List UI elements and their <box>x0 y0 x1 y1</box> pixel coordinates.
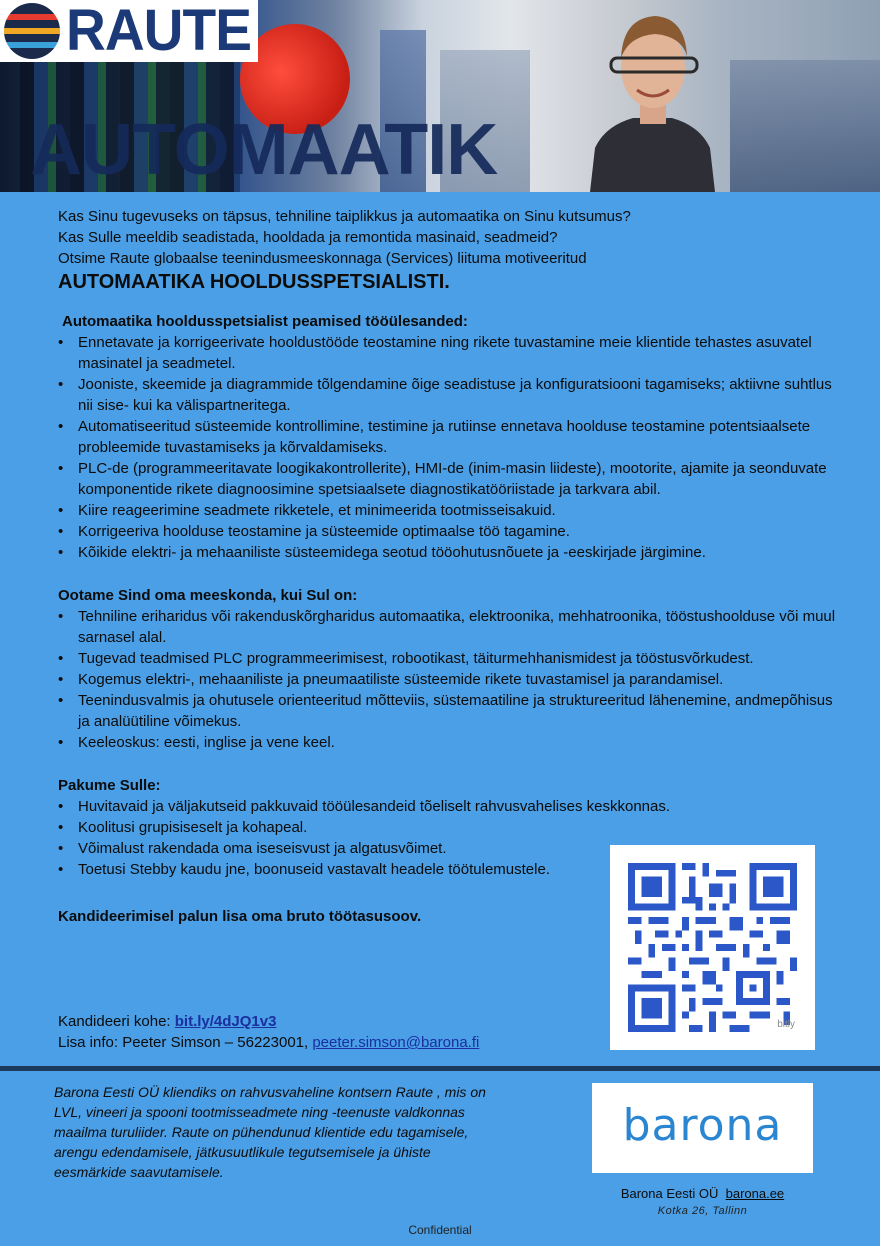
intro-line-2: Kas Sulle meeldib seadistada, hooldada ja remontida masinaid, seadmeid? <box>58 229 558 246</box>
requirements-list <box>58 606 838 753</box>
hero-banner <box>0 0 880 192</box>
page-title: AUTOMAATIK <box>30 110 498 190</box>
salary-request-note: Kandideerimisel palun lisa oma bruto töötasusoov. <box>58 908 422 925</box>
contact-label: Lisa info: Peeter Simson – 56223001, <box>58 1034 313 1051</box>
intro-line-1: Kas Sinu tugevuseks on täpsus, tehniline taiplikkus ja automaatika on Sinu kutsumus? <box>58 208 631 225</box>
list-item: • Ennetavate ja korrigeerivate hooldustööde teostamine ning rikete tuvastamine meie klientide tehastes asuvatel masinatel ja seadmetel. <box>58 332 838 374</box>
bitly-brand-label: bitly <box>777 1019 795 1030</box>
list-item: • Kogemus elektri-, mehaaniliste ja pneumaatiliste süsteemide rikete tuvastamisel ja parandamisel. <box>58 669 838 690</box>
qr-code-pattern <box>628 863 797 1032</box>
raute-logo-mark-icon <box>4 3 60 59</box>
hero-person-photo <box>585 8 720 192</box>
requirements-title: Ootame Sind oma meeskonda, kui Sul on: <box>58 587 358 604</box>
barona-company-name: Barona Eesti OÜ <box>620 1186 719 1201</box>
barona-website-link[interactable]: barona.ee <box>725 1186 785 1201</box>
apply-info <box>58 1011 479 1053</box>
hero-machine-right <box>730 60 880 192</box>
apply-line <box>58 1011 479 1032</box>
barona-logo <box>592 1083 813 1173</box>
list-item: • Huvitavaid ja väljakutseid pakkuvaid tööülesandeid tõeliselt rahvusvahelises keskkonnas. <box>58 796 838 817</box>
list-item: • Kiire reageerimine seadmete rikketele, et minimeerida tootmisseisakuid. <box>58 500 838 521</box>
barona-address: Kotka 26, Tallinn <box>657 1205 748 1217</box>
apply-link[interactable]: bit.ly/4dJQ1v3 <box>174 1013 277 1030</box>
list-item: • Jooniste, skeemide ja diagrammide tõlgendamine õige seadistuse ja konfiguratsiooni tagamiseks; aktiivne suhtlus nii sise- kui ka välispartneritega. <box>58 374 838 416</box>
tasks-section <box>58 311 838 563</box>
confidential-label: Confidential <box>408 1223 472 1237</box>
requirements-section <box>58 585 838 753</box>
company-about-text: Barona Eesti OÜ kliendiks on rahvusvaheline kontsern Raute , mis on LVL, vineeri ja spooni tootmisseadmete ning -teenuste valdkonnas maailma turuliider. Raute on pühendunud klientide edu tagamisele, arengu edendamisele, jätkusuutlikule tegutsemisele ja ühiste eesmärkide saavutamisele. <box>54 1084 486 1180</box>
barona-company-line <box>592 1186 813 1202</box>
list-item: • Keeleoskus: eesti, inglise ja vene keel. <box>58 732 838 753</box>
list-item: • Koolitusi grupisiseselt ja kohapeal. <box>58 817 838 838</box>
offer-title: Pakume Sulle: <box>58 777 161 794</box>
barona-logo-text: barona <box>622 1100 783 1151</box>
raute-logo-text: RAUTE <box>66 0 252 63</box>
section-divider <box>0 1066 880 1071</box>
position-headline: AUTOMAATIKA HOOLDUSSPETSIALISTI. <box>58 271 450 293</box>
raute-logo <box>0 0 258 62</box>
list-item: • Toetusi Stebby kaudu jne, boonuseid vastavalt headele töötulemustele. <box>58 859 838 880</box>
list-item: • Korrigeeriva hoolduse teostamine ja süsteemide optimaalse töö tagamine. <box>58 521 838 542</box>
apply-label: Kandideeri kohe: <box>58 1013 175 1030</box>
qr-code[interactable] <box>610 845 815 1050</box>
contact-line <box>58 1032 479 1053</box>
tasks-title: Automaatika hooldusspetsialist peamised tööülesanded: <box>62 313 468 330</box>
intro-line-3: Otsime Raute globaalse teenindusmeeskonnaga (Services) liituma motiveeritud <box>58 250 587 267</box>
contact-email-link[interactable]: peeter.simson@barona.fi <box>312 1034 480 1051</box>
list-item: • Teenindusvalmis ja ohutusele orienteeritud mõtteviis, süstemaatiline ja struktureeritud lähenemine, andmepõhisus ja analüütiline võimekus. <box>58 690 838 732</box>
list-item: • Kõikide elektri- ja mehaaniliste süsteemidega seotud tööohutusnõuete ja -eeskirjade järgimine. <box>58 542 838 563</box>
list-item: • PLC-de (programmeeritavate loogikakontrollerite), HMI-de (inim-masin liideste), mootorite, ajamite ja seonduvate komponentide rikete diagnoosimine spetsiaalsete diagnostikatööriistade ja tarkvara abil. <box>58 458 838 500</box>
list-item: • Tehniline eriharidus või rakenduskõrgharidus automaatika, elektroonika, mehhatroonika, tööstushoolduse või muul sarnasel alal. <box>58 606 838 648</box>
intro-section <box>58 206 838 295</box>
job-description <box>58 206 838 942</box>
list-item: • Automatiseeritud süsteemide kontrollimine, testimine ja rutiinse ennetava hoolduse teostamine potentsiaalsete probleemide tuvastamiseks ja kõrvaldamiseks. <box>58 416 838 458</box>
list-item: • Võimalust rakendada oma iseseisvust ja algatusvõimet. <box>58 838 838 859</box>
tasks-list <box>58 332 838 563</box>
list-item: • Tugevad teadmised PLC programmeerimisest, robootikast, täiturmehhanismidest ja tööstusvõrkudest. <box>58 648 838 669</box>
